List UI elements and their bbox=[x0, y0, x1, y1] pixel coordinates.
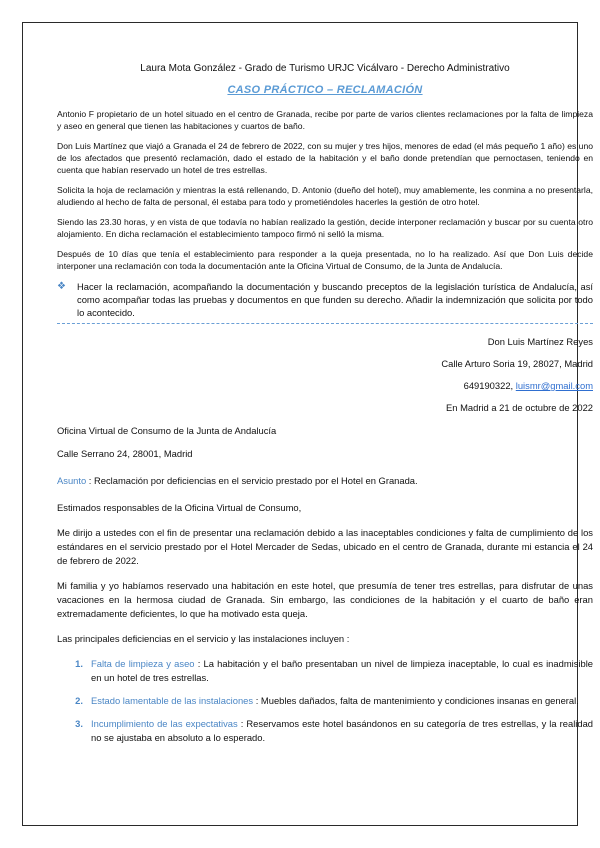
recipient-name: Oficina Virtual de Consumo de la Junta de Andalucía bbox=[57, 425, 277, 436]
list-item bbox=[57, 657, 593, 685]
subject-label: Asunto bbox=[57, 475, 87, 486]
list-item-body bbox=[91, 717, 593, 745]
subject-separator: : bbox=[86, 475, 95, 486]
list-item-text: Reservamos este hotel basándonos en su categoría de tres estrellas, y la realidad no se ajustaba en absoluto a lo esperado. bbox=[91, 718, 593, 743]
task-text: Hacer la reclamación, acompañando la documentación y buscando preceptos de la legislación turística de Andalucía, así como acompañar todas las pruebas y documentos en que funden su derecho. Añadir la indemnización que solicita por todo lo acontecido. bbox=[77, 281, 593, 318]
subject-text: Reclamación por deficiencias en el servicio prestado por el Hotel en Granada. bbox=[94, 475, 418, 486]
list-item-term: Incumplimiento de las expectativas bbox=[91, 718, 238, 729]
list-item bbox=[57, 694, 593, 708]
list-item-text: La habitación y el baño presentaban un nivel de limpieza inaceptable, lo cual es inadmisible en un hotel de tres estrellas. bbox=[91, 658, 593, 683]
sender-email-link[interactable]: luismr@gmail.com bbox=[515, 380, 593, 391]
contact-separator: , bbox=[510, 380, 516, 391]
recipient-address: Calle Serrano 24, 28001, Madrid bbox=[57, 448, 193, 459]
sender-block bbox=[57, 336, 593, 414]
list-item-text: Muebles dañados, falta de mantenimiento y condiciones insanas en general. bbox=[260, 695, 579, 706]
list-item-number: 3. bbox=[75, 718, 83, 729]
diamond-bullet-icon: ❖ bbox=[57, 281, 66, 292]
letter-paragraph: Me dirijo a ustedes con el fin de presentar una reclamación debido a las inaceptables condiciones y falta de cumplimiento de los estándares en el servicio prestado por el Hotel Mercader de Sedas, ubicado en el centro de Granada, durante mi estancia el 24 de febrero de 2022. bbox=[57, 527, 593, 566]
sender-name: Don Luis Martínez Reyes bbox=[487, 336, 593, 347]
document-content bbox=[57, 63, 593, 754]
list-item-body bbox=[91, 694, 593, 708]
case-statement bbox=[57, 108, 593, 272]
list-item-number: 1. bbox=[75, 658, 83, 669]
list-item-number: 2. bbox=[75, 695, 83, 706]
case-paragraph: Solicita la hoja de reclamación y mientras la está rellenando, D. Antonio (dueño del hotel), muy amablemente, les conmina a no presentarla, aludiendo al hecho de falta de personal, él estaba para todo y prometiéndoles hacerles la gestión de otro hotel. bbox=[57, 185, 593, 207]
list-item-separator: : bbox=[194, 658, 204, 669]
section-divider bbox=[57, 323, 593, 324]
letter-body bbox=[57, 424, 593, 745]
letter-date: En Madrid a 21 de octubre de 2022 bbox=[446, 402, 593, 413]
list-item-body bbox=[91, 657, 593, 685]
letter-paragraph: Las principales deficiencias en el servicio y las instalaciones incluyen : bbox=[57, 633, 350, 644]
sender-phone: 649190322 bbox=[463, 380, 511, 391]
letter-paragraph: Mi familia y yo habíamos reservado una habitación en este hotel, que presumía de tener tres estrellas, para disfrutar de unas vacaciones en la hermosa ciudad de Granada. Sin embargo, las condiciones de la habitación y el cuarto de baño eran extremadamente deficientes, lo que ha motivado esta queja. bbox=[57, 580, 593, 619]
case-paragraph: Don Luis Martínez que viajó a Granada el 24 de febrero de 2022, con su mujer y tres hijos, menores de edad (el más pequeño 1 año) es uno de los afectados que presentó reclamación, dado el estado de la habitación y el baño donde pretendían que pernoctasen, teniendo en cuenta que habían reservado un hotel de tres estrellas. bbox=[57, 141, 594, 175]
document-title: CASO PRÁCTICO – RECLAMACIÓN bbox=[227, 84, 423, 96]
task-instruction bbox=[57, 280, 593, 319]
deficiency-list bbox=[57, 657, 593, 745]
list-item-separator: : bbox=[253, 695, 261, 706]
subject-line bbox=[57, 474, 593, 488]
case-paragraph: Siendo las 23.30 horas, y en vista de que todavía no habían realizado la gestión, decide interponer reclamación y buscar por su cuenta otro alojamiento. En dicha reclamación el establecimiento tampoco firmó ni selló la misma. bbox=[57, 217, 593, 239]
authorship-line: Laura Mota González - Grado de Turismo URJC Vicálvaro - Derecho Administrativo bbox=[140, 63, 510, 74]
letter-greeting: Estimados responsables de la Oficina Virtual de Consumo, bbox=[57, 502, 302, 513]
list-item-term: Falta de limpieza y aseo bbox=[91, 658, 195, 669]
document-page bbox=[22, 22, 594, 826]
sender-contact bbox=[57, 380, 593, 392]
case-paragraph: Antonio F propietario de un hotel situado en el centro de Granada, recibe por parte de varios clientes reclamaciones por la falta de limpieza y aseo en general que tienen las habitaciones y cuartos de baño. bbox=[57, 109, 593, 131]
sender-address: Calle Arturo Soria 19, 28027, Madrid bbox=[441, 358, 593, 369]
list-item-term: Estado lamentable de las instalaciones bbox=[91, 695, 254, 706]
list-item-separator: : bbox=[237, 718, 247, 729]
case-paragraph: Después de 10 días que tenía el establecimiento para responder a la queja presentada, no lo ha realizado. Así que Don Luis decide interponer una reclamación con toda la documentación ante la Oficina Virtual de Consumo, de la Junta de Andalucía. bbox=[57, 249, 593, 271]
list-item bbox=[57, 717, 593, 745]
